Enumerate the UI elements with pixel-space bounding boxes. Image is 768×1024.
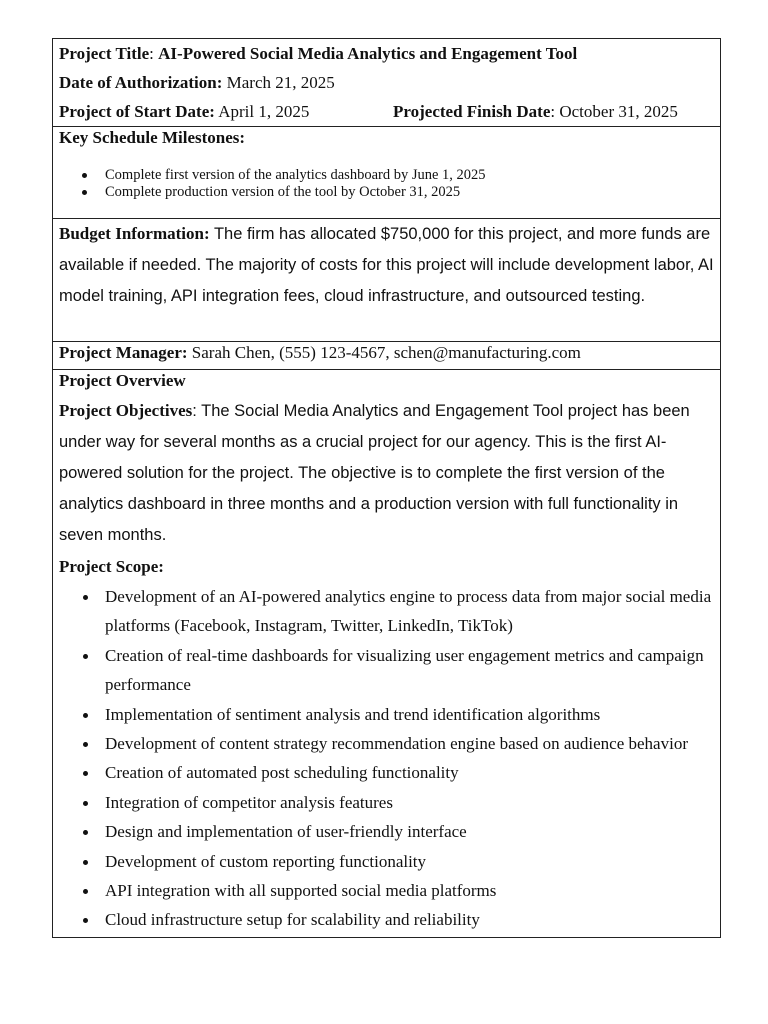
objectives-paragraph [59,395,714,551]
bullet-icon [83,830,88,835]
budget-section [53,218,720,341]
scope-item-text: Development of custom reporting functionality [105,851,427,871]
project-title-line [59,39,714,68]
scope-list [59,582,714,935]
bullet-icon [83,860,88,865]
milestones-section [53,126,720,218]
scope-item [59,758,714,787]
scope-item-text: Development of an AI-powered analytics engine to process data from major social media platforms (Facebook, Instagram, Twitter, LinkedIn, TikTok) [105,587,712,636]
header-section [53,39,720,126]
authorization-date-line [59,68,714,97]
scope-item-text: Development of content strategy recommendation engine based on audience behavior [105,734,688,754]
project-charter-table [52,38,721,938]
project-title-value: AI-Powered Social Media Analytics and Engagement Tool [158,44,578,63]
objectives-label: Project Objectives [59,401,193,420]
scope-item [59,905,714,934]
project-title-colon: : [149,44,159,63]
bullet-icon [83,918,88,923]
scope-item-text: API integration with all supported social media platforms [105,881,497,901]
dates-line [59,97,714,126]
scope-item-text: Creation of automated post scheduling functionality [105,763,459,783]
scope-item-text: Cloud infrastructure setup for scalability and reliability [105,910,480,930]
overview-title: Project Overview [59,371,186,390]
milestone-item [59,184,714,201]
finish-date [393,97,678,126]
finish-date-value: : October 31, 2025 [550,102,678,121]
milestone-text: Complete first version of the analytics dashboard by June 1, 2025 [105,167,486,183]
scope-item [59,788,714,817]
manager-label: Project Manager: [59,343,188,362]
bullet-icon [82,190,87,195]
overview-section [53,369,720,937]
scope-item [59,641,714,700]
scope-item-text: Design and implementation of user-friendly interface [105,822,467,842]
budget-paragraph [59,218,714,312]
milestones-title: Key Schedule Milestones: [59,128,246,147]
finish-date-label: Projected Finish Date [393,102,551,121]
milestone-text: Complete production version of the tool by October 31, 2025 [105,184,461,200]
bullet-icon [82,173,87,178]
bullet-icon [83,889,88,894]
manager-value: Sarah Chen, (555) 123-4567, schen@manufacturing.com [187,343,581,362]
bullet-icon [83,713,88,718]
scope-item [59,876,714,905]
start-date [59,97,393,126]
scope-item [59,700,714,729]
bullet-icon [83,742,88,747]
scope-item-text: Integration of competitor analysis features [105,792,393,812]
objectives-text: : The Social Media Analytics and Engagement Tool project has been under way for several months as a crucial project for our agency. This is the first AI-powered solution for the project. The objective is to complete the first version of the analytics dashboard in three months and a production version with full functionality in seven months. [59,402,690,544]
budget-label: Budget Information: [59,224,210,243]
scope-item [59,847,714,876]
scope-item [59,817,714,846]
bullet-icon [83,654,88,659]
scope-item [59,582,714,641]
scope-item-text: Creation of real-time dashboards for visualizing user engagement metrics and campaign performance [105,645,704,695]
scope-item [59,729,714,758]
milestones-list [59,167,714,201]
authorization-date-value: March 21, 2025 [222,73,335,92]
scope-title: Project Scope: [59,557,164,576]
milestone-item [59,167,714,184]
manager-section [53,341,720,369]
start-date-value: April 1, 2025 [214,102,310,121]
bullet-icon [83,801,88,806]
start-date-label: Project of Start Date: [59,102,215,121]
bullet-icon [83,595,88,600]
project-title-label: Project Title [59,44,150,63]
authorization-date-label: Date of Authorization: [59,73,223,92]
bullet-icon [83,771,88,776]
manager-line [59,342,714,364]
scope-item-text: Implementation of sentiment analysis and trend identification algorithms [105,704,601,724]
budget-text: The firm has allocated $750,000 for this project, and more funds are available if needed. The majority of costs for this project will include development labor, AI model training, API integration fees, cloud infrastructure, and outsourced testing. [59,225,714,305]
